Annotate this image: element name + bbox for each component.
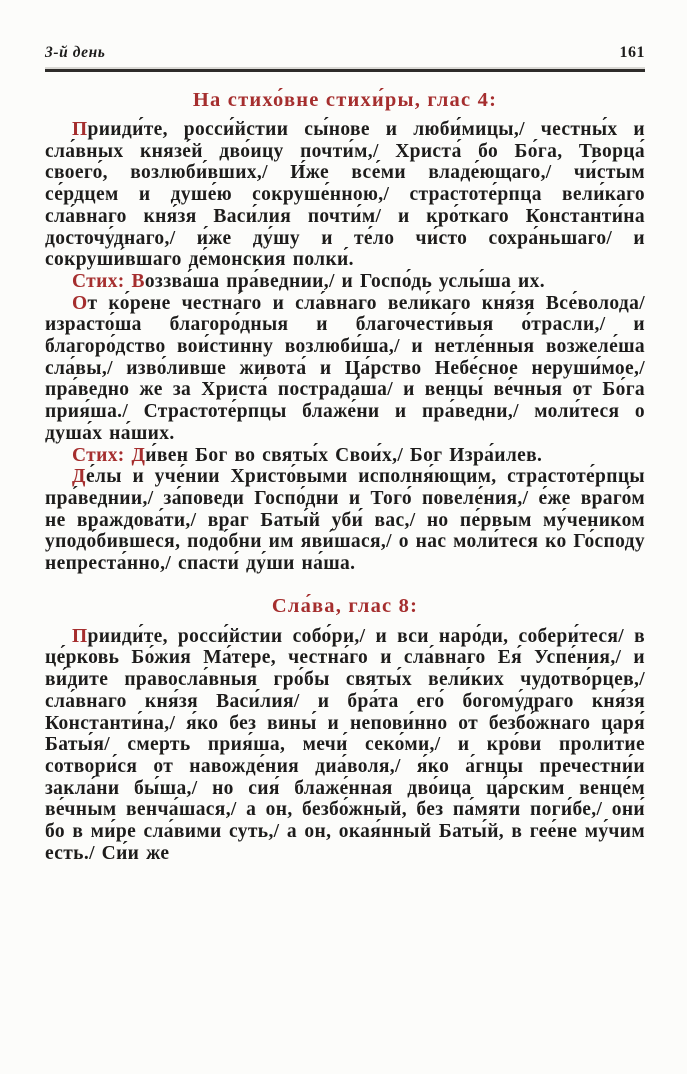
- paragraph-text: т ко́рене честна́го и сла́внаго вели́каго кня́зя Все́волода/ израсто́ша благоро́дныя и благочести́выя о́трасли,/ и благоро́дство вои́стинну возлюби́ша,/ и нетле́нныя возжеле́ша сла́вы,/ изво́ливше живота́ и Ца́рство Небе́сное неруши́мое,/ пра́ведно же за Христа́ пострада́ша/ и венцы́ ве́чныя от Бо́га прия́ша./ Страстоте́рпцы блаже́ни и пра́ведни,/ моли́теся о душа́х на́ших.: [45, 292, 645, 444]
- paragraph-sticheron-3: [45, 466, 645, 575]
- paragraph-sticheron-2: [45, 293, 645, 445]
- page-number: 161: [619, 44, 645, 61]
- running-header: [45, 44, 645, 62]
- paragraph-slava: [45, 626, 645, 865]
- paragraph-text: рииди́те, росси́йстии сы́нове и люби́мицы,/ честны́х и сла́вных князе́й дво́ицу почти́м,/ Христа́ бо Бо́га, Творца́ своего́, возлюби́вших,/ И́же все́ми владе́ющаго,/ чи́стым се́рдцем и душе́ю сокруше́нною,/ страстоте́рпца вели́каго сла́внаго кня́зя Васи́лия почти́м/ и кро́ткаго Константи́на досточу́днаго,/ и́же ду́шу и те́ло чи́сто сохра́ньшаго/ и сокруши́вшаго де́монския полки́.: [45, 119, 645, 271]
- paragraph-text: рииди́те, росси́йстии собо́ри,/ и вси наро́ди, собери́теся/ в це́рковь Бо́жия Ма́тере, честна́го и сла́внаго Ея́ Успе́ния,/ и ви́дите правосла́вныя гро́бы святы́х вели́ких чудотво́рцев,/ сла́внаго кня́зя Васи́лия/ и бра́та его́ богому́драго кня́зя Константи́на,/ я́ко без вины́ и непови́нно от безбо́жнаго царя́ Баты́я/ смерть прия́ша, мечи́ секо́ми,/ и кро́ви проли́тие сотвори́ся от навожде́ния диа́воля,/ я́ко а́гнцы пречестни́и закла́ни бы́ша,/ но сия́ блаже́нная дво́ица ца́рским венце́м ве́чным венча́шася,/ а он, безбо́жный, без па́мяти поги́бе,/ они́ бо в ми́ре сла́вими суть,/ а он, окая́нный Баты́й, в гее́не му́чим есть./ Си́и же: [45, 625, 645, 864]
- section-body-2: [45, 626, 645, 865]
- section-heading-slava: Сла́ва, глас 8:: [271, 594, 419, 617]
- initial-letter: О: [72, 292, 88, 314]
- paragraph-text: е́лы и уче́нии Христо́выми исполня́ющим, страстоте́рпцы пра́веднии,/ за́поведи Госпо́дни и Того́ повеле́ния,/ е́же враго́м не враждова́ти,/ враг Баты́й уби́ вас,/ но пе́рвым му́чеником уподо́бившеся, подо́бни им яви́шася,/ о нас моли́теся ко Го́споду непреста́нно,/ спасти́ ду́ши на́ша.: [45, 466, 645, 575]
- verse-label: Стих:: [72, 444, 132, 466]
- paragraph-text: и́вен Бог во святы́х Свои́х,/ Бог Изра́илев.: [145, 444, 543, 466]
- paragraph-text: оззва́ша пра́веднии,/ и Госпо́дь услы́ша их.: [144, 270, 545, 292]
- paragraph-verse-1: [45, 271, 645, 293]
- verse-label: Стих:: [72, 270, 132, 292]
- initial-letter: В: [131, 270, 145, 292]
- paragraph-sticheron-1: [45, 119, 645, 271]
- section-body-1: [45, 119, 645, 575]
- running-header-day: 3-й день: [45, 44, 106, 61]
- initial-letter: Д: [72, 466, 87, 488]
- initial-letter: Д: [131, 444, 146, 466]
- section-heading-sticheron: На стихо́вне стихи́ры, глас 4:: [192, 89, 498, 111]
- initial-letter: П: [72, 625, 88, 647]
- paragraph-verse-2: [45, 445, 645, 467]
- header-rule: [45, 69, 645, 72]
- initial-letter: П: [72, 119, 88, 140]
